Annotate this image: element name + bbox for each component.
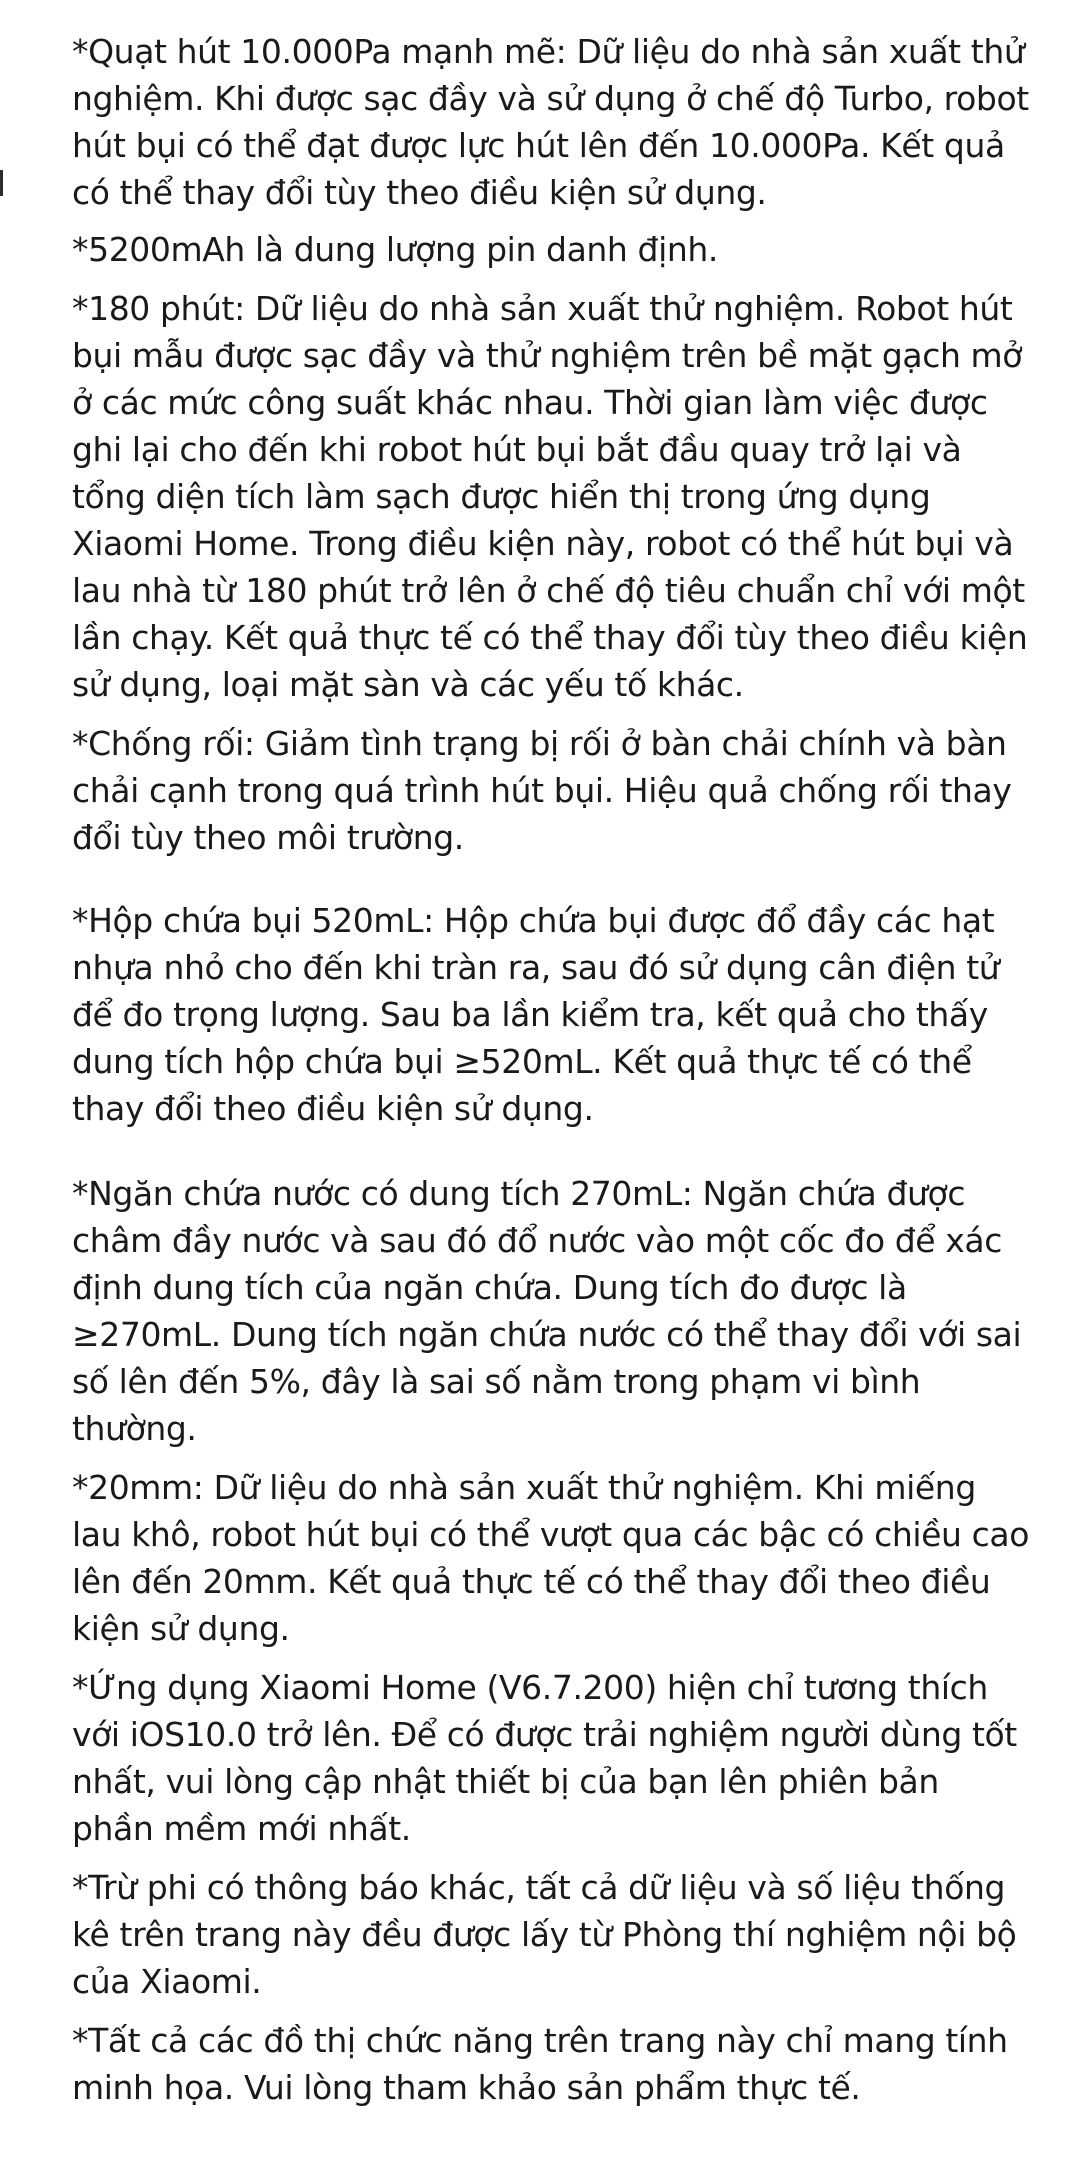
note-suction: *Quạt hút 10.000Pa mạnh mẽ: Dữ liệu do nhà sản xuất thử nghiệm. Khi được sạc đầy và sử dụng ở chế độ Turbo, robot hút bụi có thể đạt được lực hút lên đến 10.000Pa. Kết quả có thể thay đổi tùy theo điều kiện sử dụng. (72, 32, 1029, 212)
left-edge-marker (0, 170, 3, 196)
note-runtime: *180 phút: Dữ liệu do nhà sản xuất thử nghiệm. Robot hút bụi mẫu được sạc đầy và thử nghiệm trên bề mặt gạch mở ở các mức công suất khác nhau. Thời gian làm việc được ghi lại cho đến khi robot hút bụi bắt đầu quay trở lại và tổng diện tích làm sạch được hiển thị trong ứng dụng Xiaomi Home. Trong điều kiện này, robot có thể hút bụi và lau nhà từ 180 phút trở lên ở chế độ tiêu chuẩn chỉ với một lần chạy. Kết quả thực tế có thể thay đổi tùy theo điều kiện sử dụng, loại mặt sàn và các yếu tố khác. (72, 289, 1028, 704)
note-app-compat: *Ứng dụng Xiaomi Home (V6.7.200) hiện chỉ tương thích với iOS10.0 trở lên. Để có được trải nghiệm người dùng tốt nhất, vui lòng cập nhật thiết bị của bạn lên phiên bản phần mềm mới nhất. (72, 1668, 1017, 1848)
note-battery: *5200mAh là dung lượng pin danh định. (72, 230, 718, 269)
note-anti-tangle: *Chống rối: Giảm tình trạng bị rối ở bàn chải chính và bàn chải cạnh trong quá trình hút bụi. Hiệu quả chống rối thay đổi tùy theo môi trường. (72, 724, 1012, 857)
note-water-tank: *Ngăn chứa nước có dung tích 270mL: Ngăn chứa được châm đầy nước và sau đó đổ nước vào một cốc đo để xác định dung tích của ngăn chứa. Dung tích đo được là ≥270mL. Dung tích ngăn chứa nước có thể thay đổi với sai số lên đến 5%, đây là sai số nằm trong phạm vi bình thường. (72, 1174, 1022, 1448)
note-obstacle: *20mm: Dữ liệu do nhà sản xuất thử nghiệm. Khi miếng lau khô, robot hút bụi có thể vượt qua các bậc có chiều cao lên đến 20mm. Kết quả thực tế có thể thay đổi theo điều kiện sử dụng. (72, 1468, 1029, 1648)
note-data-source: *Trừ phi có thông báo khác, tất cả dữ liệu và số liệu thống kê trên trang này đều được lấy từ Phòng thí nghiệm nội bộ của Xiaomi. (72, 1868, 1017, 2001)
disclaimer-notes (72, 28, 1030, 2111)
note-illustration: *Tất cả các đồ thị chức năng trên trang này chỉ mang tính minh họa. Vui lòng tham khảo sản phẩm thực tế. (72, 2021, 1008, 2107)
note-dustbin: *Hộp chứa bụi 520mL: Hộp chứa bụi được đổ đầy các hạt nhựa nhỏ cho đến khi tràn ra, sau đó sử dụng cân điện tử để đo trọng lượng. Sau ba lần kiểm tra, kết quả cho thấy dung tích hộp chứa bụi ≥520mL. Kết quả thực tế có thể thay đổi theo điều kiện sử dụng. (72, 901, 1000, 1128)
